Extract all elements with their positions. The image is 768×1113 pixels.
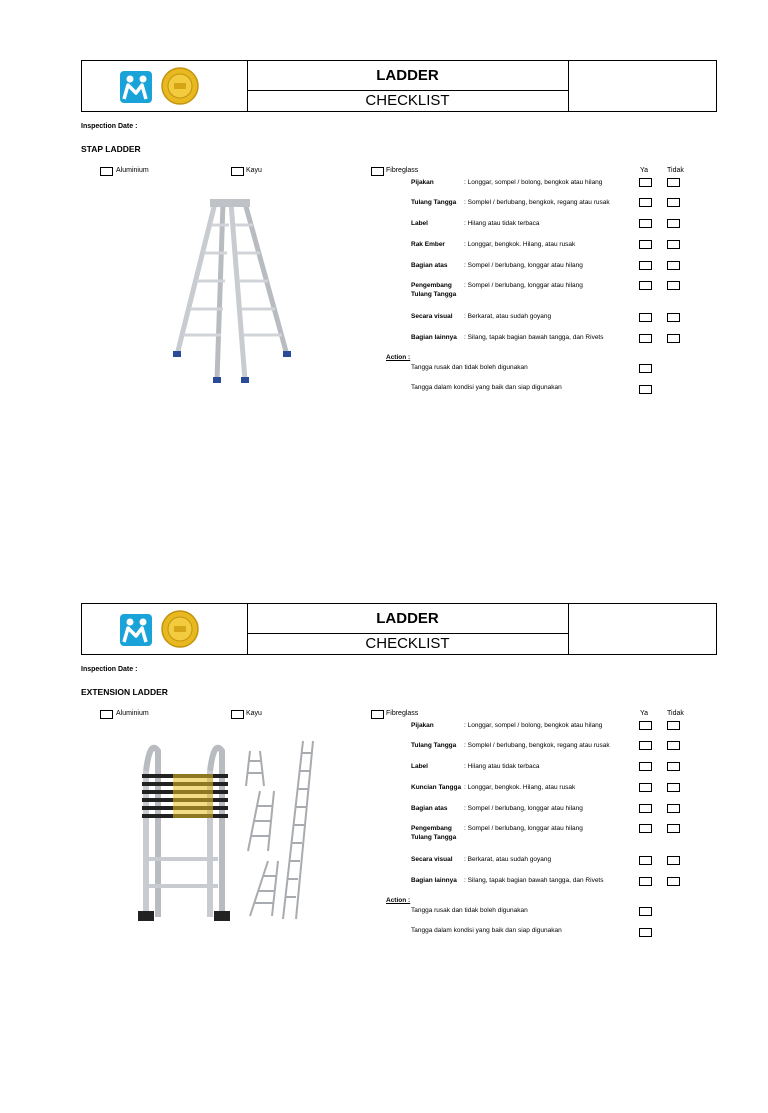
item-desc: : Berkarat, atau sudah goyang	[464, 856, 552, 863]
tidak-checkbox[interactable]	[667, 281, 680, 290]
item-label: Bagian lainnya	[411, 877, 457, 884]
material-label-kayu: Kayu	[246, 710, 262, 717]
checklist-sheet-stap	[0, 60, 768, 570]
item-label: Bagian atas	[411, 262, 448, 269]
logo-cell	[82, 604, 248, 654]
ya-checkbox[interactable]	[639, 762, 652, 771]
ya-checkbox[interactable]	[639, 334, 652, 343]
tidak-checkbox[interactable]	[667, 783, 680, 792]
item-label: Label	[411, 763, 428, 770]
action-checkbox[interactable]	[639, 385, 652, 394]
item-desc: : Sompel / berlubang, longgar atau hilang	[464, 262, 583, 269]
tidak-checkbox[interactable]	[667, 741, 680, 750]
tidak-checkbox[interactable]	[667, 240, 680, 249]
item-desc: : Sompel / berlubang, longgar atau hilang	[464, 282, 583, 289]
item-label: Kuncian Tangga	[411, 784, 462, 791]
ya-checkbox[interactable]	[639, 261, 652, 270]
inspection-date-label: Inspection Date :	[81, 666, 138, 673]
tidak-checkbox[interactable]	[667, 313, 680, 322]
logo-cell	[82, 61, 248, 111]
material-checkbox-kayu[interactable]	[231, 710, 244, 719]
ya-checkbox[interactable]	[639, 824, 652, 833]
item-label: Secara visual	[411, 313, 453, 320]
title-cell	[247, 61, 569, 111]
item-label: Tulang Tangga	[411, 742, 457, 749]
tidak-checkbox[interactable]	[667, 877, 680, 886]
item-desc: : Hilang atau tidak terbaca	[464, 763, 540, 770]
ya-checkbox[interactable]	[639, 178, 652, 187]
action-checkbox[interactable]	[639, 364, 652, 373]
material-checkbox-aluminium[interactable]	[100, 710, 113, 719]
tidak-checkbox[interactable]	[667, 856, 680, 865]
tidak-checkbox[interactable]	[667, 334, 680, 343]
ya-checkbox[interactable]	[639, 804, 652, 813]
material-label-kayu: Kayu	[246, 167, 262, 174]
material-label-fibreglass: Fibreglass	[386, 167, 419, 174]
ya-checkbox[interactable]	[639, 198, 652, 207]
action-label: Action :	[386, 354, 411, 361]
item-label: Rak Ember	[411, 241, 445, 248]
tidak-checkbox[interactable]	[667, 219, 680, 228]
item-label: Bagian lainnya	[411, 334, 457, 341]
ya-checkbox[interactable]	[639, 783, 652, 792]
section-title: STAP LADDER	[81, 144, 141, 154]
title-cell	[247, 604, 569, 654]
item-desc: : Longgar, sompel / bolong, bengkok atau hilang	[464, 179, 603, 186]
item-label: Secara visual	[411, 856, 453, 863]
item-desc: : Berkarat, atau sudah goyang	[464, 313, 552, 320]
item-desc: : Somplel / berlubang, bengkok, regang atau rusak	[464, 742, 610, 749]
item-desc: : Sompel / berlubang, longgar atau hilang	[464, 805, 583, 812]
item-desc: : Hilang atau tidak terbaca	[464, 220, 540, 227]
ya-checkbox[interactable]	[639, 721, 652, 730]
item-desc: : Silang, tapak bagian bawah tangga, dan Rivets	[464, 877, 604, 884]
ya-checkbox[interactable]	[639, 877, 652, 886]
col-header-tidak: Tidak	[667, 167, 684, 174]
action-label: Action :	[386, 897, 411, 904]
action-text: Tangga dalam kondisi yang baik dan siap digunakan	[411, 927, 562, 934]
section-title: EXTENSION LADDER	[81, 687, 168, 697]
tidak-checkbox[interactable]	[667, 824, 680, 833]
item-desc: : Somplel / berlubang, bengkok, regang atau rusak	[464, 199, 610, 206]
ya-checkbox[interactable]	[639, 281, 652, 290]
col-header-ya: Ya	[640, 710, 649, 717]
material-label-aluminium: Aluminium	[116, 167, 149, 174]
tidak-checkbox[interactable]	[667, 198, 680, 207]
tidak-checkbox[interactable]	[667, 762, 680, 771]
company-logo-icon	[82, 604, 247, 654]
tidak-checkbox[interactable]	[667, 261, 680, 270]
material-checkbox-fibreglass[interactable]	[371, 710, 384, 719]
item-desc: : Silang, tapak bagian bawah tangga, dan Rivets	[464, 334, 604, 341]
item-label: Pijakan	[411, 179, 434, 186]
action-text: Tangga rusak dan tidak boleh digunakan	[411, 364, 528, 371]
tidak-checkbox[interactable]	[667, 721, 680, 730]
action-checkbox[interactable]	[639, 928, 652, 937]
item-label: Pengembang Tulang Tangga	[411, 282, 457, 298]
tidak-checkbox[interactable]	[667, 178, 680, 187]
action-text: Tangga dalam kondisi yang baik dan siap digunakan	[411, 384, 562, 391]
checklist-sheet-extension	[0, 603, 768, 1113]
material-label-fibreglass: Fibreglass	[386, 710, 419, 717]
header-table	[81, 603, 717, 655]
col-header-ya: Ya	[640, 167, 649, 174]
page-subtitle: CHECKLIST	[365, 635, 450, 652]
ya-checkbox[interactable]	[639, 856, 652, 865]
inspection-date-label: Inspection Date :	[81, 123, 138, 130]
material-label-aluminium: Aluminium	[116, 710, 149, 717]
step-ladder-image-icon	[165, 195, 300, 385]
material-checkbox-fibreglass[interactable]	[371, 167, 384, 176]
item-label: Tulang Tangga	[411, 199, 457, 206]
ya-checkbox[interactable]	[639, 741, 652, 750]
col-header-tidak: Tidak	[667, 710, 684, 717]
item-desc: : Longgar, sompel / bolong, bengkok atau hilang	[464, 722, 603, 729]
page-title: LADDER	[247, 604, 568, 634]
item-desc: : Sompel / berlubang, longgar atau hilang	[464, 825, 583, 832]
material-checkbox-kayu[interactable]	[231, 167, 244, 176]
page-subtitle: CHECKLIST	[365, 92, 450, 109]
extension-ladder-image-icon	[118, 731, 328, 926]
item-label: Label	[411, 220, 428, 227]
ya-checkbox[interactable]	[639, 313, 652, 322]
item-desc: : Longgar, bengkok. Hilang, atau rusak	[464, 784, 576, 791]
company-logo-icon	[82, 61, 247, 111]
ya-checkbox[interactable]	[639, 240, 652, 249]
action-text: Tangga rusak dan tidak boleh digunakan	[411, 907, 528, 914]
item-label: Pengembang Tulang Tangga	[411, 825, 457, 841]
header-table	[81, 60, 717, 112]
material-checkbox-aluminium[interactable]	[100, 167, 113, 176]
item-label: Bagian atas	[411, 805, 448, 812]
page-title: LADDER	[247, 61, 568, 91]
action-checkbox[interactable]	[639, 907, 652, 916]
item-desc: : Longgar, bengkok. Hilang, atau rusak	[464, 241, 576, 248]
item-label: Pijakan	[411, 722, 434, 729]
ya-checkbox[interactable]	[639, 219, 652, 228]
tidak-checkbox[interactable]	[667, 804, 680, 813]
